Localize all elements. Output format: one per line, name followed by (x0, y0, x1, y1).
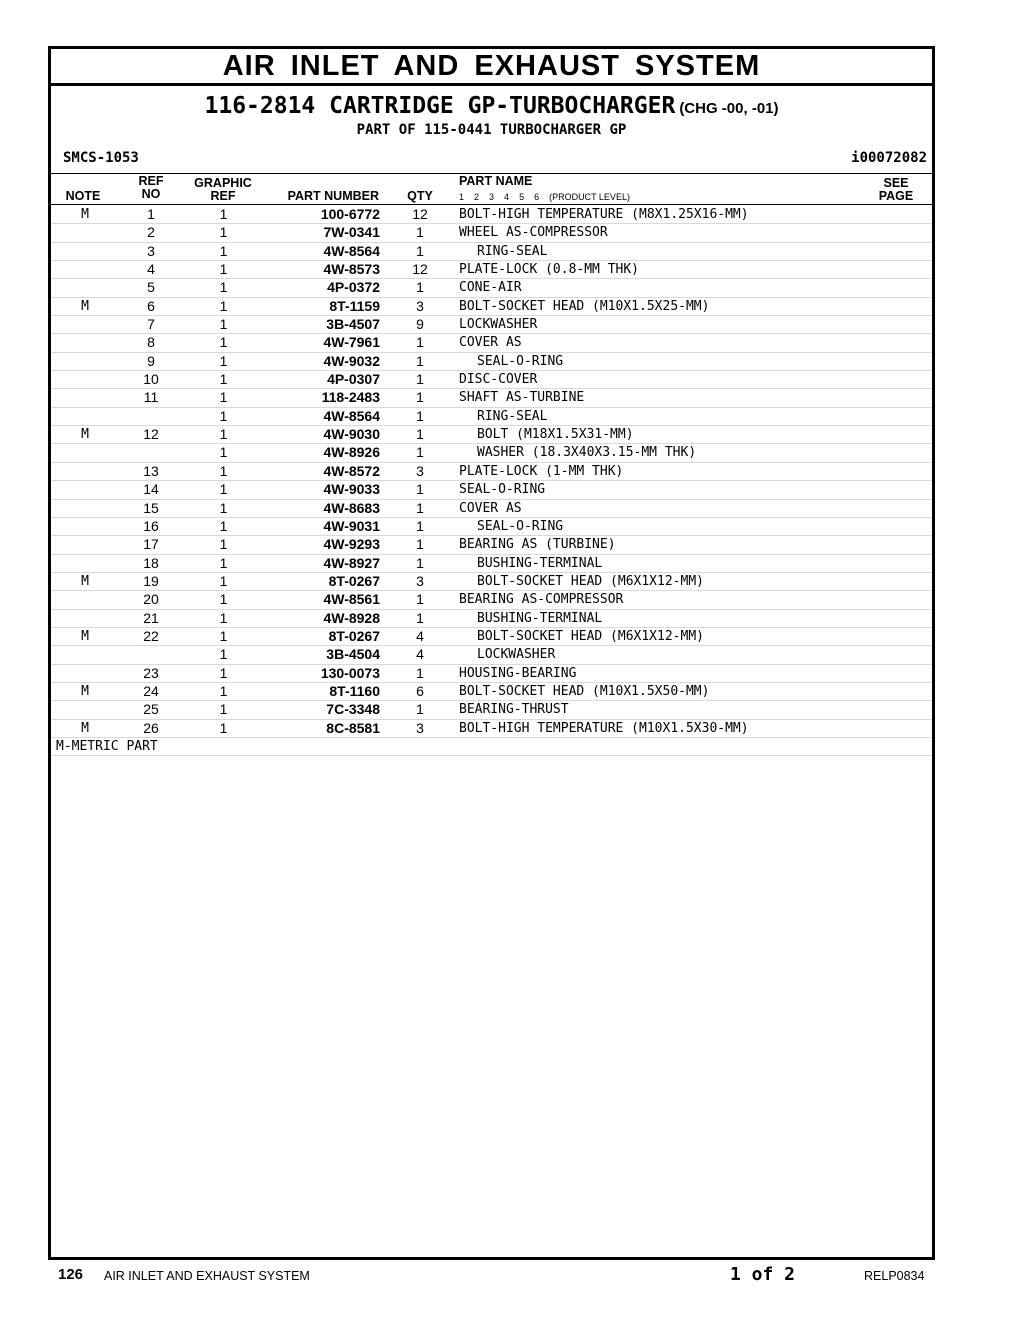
cell-note: M (81, 298, 89, 314)
cell-graphic-ref: 1 (219, 352, 228, 369)
footer-section: AIR INLET AND EXHAUST SYSTEM (104, 1269, 310, 1283)
cell-graphic-ref: 1 (219, 627, 228, 644)
cell-part-number: 4W-8564 (323, 407, 380, 424)
cell-ref-no: 6 (147, 297, 155, 314)
cell-qty: 1 (416, 554, 424, 571)
cell-ref-no: 25 (143, 701, 159, 718)
footer-page-number: 126 (58, 1266, 84, 1283)
table-row (51, 665, 932, 683)
cell-qty: 4 (416, 646, 424, 663)
col-graphic-ref (189, 177, 257, 203)
cell-part-name: RING-SEAL (477, 243, 548, 259)
cell-qty: 3 (416, 719, 424, 736)
cell-part-name: LOCKWASHER (459, 317, 538, 333)
table-row (51, 646, 932, 664)
cell-part-number: 4W-8926 (323, 444, 380, 461)
cell-graphic-ref: 1 (219, 554, 228, 571)
cell-part-number: 130-0073 (320, 664, 380, 681)
cell-part-name: BEARING-THRUST (459, 702, 569, 718)
table-row (51, 518, 932, 536)
cell-graphic-ref: 1 (219, 316, 228, 333)
cell-part-name: SEAL-O-RING (459, 482, 546, 498)
footer-code: RELP0834 (864, 1269, 925, 1283)
cell-qty: 1 (416, 481, 424, 498)
cell-note: M (81, 207, 89, 222)
parent-group: PART OF 115-0441 TURBOCHARGER GP (356, 122, 627, 138)
cell-graphic-ref: 1 (219, 572, 228, 589)
cell-part-number: 8T-1159 (329, 297, 380, 314)
cell-part-name: BOLT-SOCKET HEAD (M6X1X12-MM) (477, 573, 704, 589)
cell-graphic-ref: 1 (219, 499, 228, 516)
cell-part-number: 100-6772 (320, 206, 380, 222)
cell-qty: 1 (416, 279, 424, 296)
table-row (51, 683, 932, 701)
cell-part-name: BUSHING-TERMINAL (477, 610, 603, 626)
cell-part-number: 4P-0372 (327, 279, 380, 296)
cell-qty: 1 (416, 242, 424, 259)
table-row (51, 720, 932, 738)
table-row (51, 500, 932, 518)
table-row (51, 555, 932, 573)
table-row (51, 591, 932, 609)
cell-qty: 1 (416, 224, 424, 241)
col-see-page (876, 177, 916, 203)
cell-note: M (81, 573, 89, 589)
product-level-4: 4 (504, 192, 510, 202)
product-level-3: 3 (489, 192, 495, 202)
cell-part-number: 8C-8581 (326, 719, 380, 736)
cell-ref-no: 17 (143, 536, 159, 553)
cell-part-number: 8T-0267 (328, 627, 380, 644)
cell-graphic-ref: 1 (219, 389, 228, 406)
cell-ref-no: 23 (143, 664, 159, 681)
table-row (51, 316, 932, 334)
illustration-id: i00072082 (851, 150, 927, 166)
cell-qty: 1 (416, 517, 424, 534)
cell-part-name: CONE-AIR (459, 280, 522, 296)
cell-part-name: BOLT-HIGH TEMPERATURE (M10X1.5X30-MM) (459, 720, 749, 736)
cell-ref-no: 14 (143, 481, 159, 498)
cell-graphic-ref: 1 (219, 224, 228, 241)
cell-qty: 1 (416, 334, 424, 351)
col-part-number: PART NUMBER (287, 189, 379, 203)
cell-graphic-ref: 1 (219, 462, 228, 479)
group-heading (51, 93, 932, 119)
col-see-top: SEE (883, 176, 909, 190)
table-row (51, 701, 932, 719)
cell-part-name: SEAL-O-RING (477, 518, 564, 534)
footer-page-of: 1 of 2 (730, 1264, 796, 1285)
cell-part-number: 7W-0341 (323, 224, 380, 241)
cell-graphic-ref: 1 (219, 591, 228, 608)
cell-graphic-ref: 1 (219, 481, 228, 498)
cell-graphic-ref: 1 (219, 371, 228, 388)
cell-graphic-ref: 1 (219, 664, 228, 681)
table-row (51, 463, 932, 481)
table-row (51, 408, 932, 426)
cell-part-number: 4W-8928 (323, 609, 380, 626)
col-part-name: PART NAME (459, 174, 533, 188)
cell-part-number: 4W-7961 (323, 334, 380, 351)
cell-ref-no: 5 (147, 279, 155, 296)
table-row (51, 298, 932, 316)
change-level: (CHG -00, -01) (679, 100, 779, 117)
cell-qty: 1 (416, 701, 424, 718)
table-row (51, 481, 932, 499)
cell-part-number: 118-2483 (321, 389, 380, 406)
cell-part-name: SEAL-O-RING (477, 353, 564, 369)
col-qty: QTY (407, 189, 433, 203)
cell-graphic-ref: 1 (219, 242, 228, 259)
cell-ref-no: 20 (143, 591, 159, 608)
cell-part-name: BOLT (M18X1.5X31-MM) (477, 427, 634, 443)
cell-ref-no: 9 (147, 352, 155, 369)
cell-part-name: BOLT-SOCKET HEAD (M10X1.5X50-MM) (459, 683, 710, 699)
cell-ref-no: 13 (143, 462, 159, 479)
cell-part-name: PLATE-LOCK (1-MM THK) (459, 463, 624, 479)
cell-qty: 4 (416, 627, 424, 644)
cell-graphic-ref: 1 (219, 407, 228, 424)
cell-qty: 12 (412, 206, 428, 222)
cell-graphic-ref: 1 (219, 426, 228, 443)
cell-ref-no: 21 (143, 609, 159, 626)
cell-qty: 1 (416, 371, 424, 388)
product-level-scale (459, 192, 630, 202)
table-row (51, 224, 932, 242)
cell-part-name: BEARING AS (TURBINE) (459, 537, 616, 553)
cell-graphic-ref: 1 (219, 682, 228, 699)
product-level-5: 5 (519, 192, 525, 202)
parts-table-body (51, 206, 932, 756)
col-note: NOTE (65, 189, 101, 203)
cell-graphic-ref: 1 (219, 517, 228, 534)
smcs-code: SMCS-1053 (63, 150, 139, 166)
cell-ref-no: 16 (143, 517, 159, 534)
cell-qty: 3 (416, 462, 424, 479)
table-row (51, 628, 932, 646)
cell-part-number: 7C-3348 (326, 701, 380, 718)
cell-qty: 3 (416, 297, 424, 314)
cell-ref-no: 15 (143, 499, 159, 516)
cell-part-name: COVER AS (459, 335, 522, 351)
cell-part-number: 8T-0267 (328, 572, 380, 589)
cell-graphic-ref: 1 (219, 444, 228, 461)
cell-qty: 1 (416, 389, 424, 406)
table-row (51, 279, 932, 297)
cell-qty: 1 (416, 609, 424, 626)
cell-part-name: COVER AS (459, 500, 522, 516)
cell-qty: 1 (416, 352, 424, 369)
cell-qty: 1 (416, 426, 424, 443)
cell-part-number: 3B-4504 (326, 646, 380, 663)
cell-part-name: BEARING AS-COMPRESSOR (459, 592, 624, 608)
cell-ref-no: 11 (143, 389, 159, 406)
cell-ref-no: 22 (143, 627, 159, 644)
cell-note: M (81, 720, 89, 736)
header-rule-bottom (51, 204, 932, 205)
cell-part-name: DISC-COVER (459, 372, 538, 388)
page-footer (0, 1264, 1020, 1288)
cell-ref-no: 1 (147, 206, 155, 222)
table-row (51, 261, 932, 279)
cell-ref-no: 12 (143, 426, 159, 443)
cell-ref-no: 4 (147, 261, 155, 278)
table-row (51, 353, 932, 371)
product-level-1: 1 (459, 192, 465, 202)
cell-ref-no: 26 (143, 719, 159, 736)
cell-part-number: 4W-8683 (323, 499, 380, 516)
table-row (51, 536, 932, 554)
cell-part-name: HOUSING-BEARING (459, 665, 577, 681)
table-row (51, 426, 932, 444)
title-bar (51, 49, 932, 86)
cell-ref-no: 2 (147, 224, 155, 241)
cell-part-number: 4W-8927 (323, 554, 380, 571)
cell-part-number: 4W-8561 (323, 591, 380, 608)
cell-qty: 1 (416, 407, 424, 424)
col-ref-top: REF (138, 174, 164, 188)
cell-part-number: 4W-9031 (323, 517, 380, 534)
cell-graphic-ref: 1 (219, 279, 228, 296)
product-level-6: 6 (534, 192, 540, 202)
cell-qty: 6 (416, 682, 424, 699)
metric-footnote: M-METRIC PART (51, 738, 932, 756)
cell-note: M (81, 427, 89, 443)
table-row (51, 206, 932, 224)
cell-part-name: BUSHING-TERMINAL (477, 555, 603, 571)
cell-part-name: BOLT-SOCKET HEAD (M6X1X12-MM) (477, 628, 704, 644)
cell-part-name: WASHER (18.3X40X3.15-MM THK) (477, 445, 697, 461)
cell-part-number: 4W-8573 (323, 261, 380, 278)
table-row (51, 573, 932, 591)
table-row (51, 243, 932, 261)
cell-part-name: WHEEL AS-COMPRESSOR (459, 225, 608, 241)
cell-graphic-ref: 1 (219, 261, 228, 278)
cell-qty: 1 (416, 444, 424, 461)
cell-ref-no: 7 (147, 316, 155, 333)
page-title: AIR INLET AND EXHAUST SYSTEM (222, 50, 761, 82)
cell-part-number: 3B-4507 (326, 316, 380, 333)
table-row (51, 389, 932, 407)
product-level-2: 2 (474, 192, 480, 202)
cell-ref-no: 10 (143, 371, 159, 388)
cell-part-number: 4P-0307 (327, 371, 380, 388)
col-graphic-top: GRAPHIC (194, 176, 252, 190)
cell-part-name: BOLT-SOCKET HEAD (M10X1.5X25-MM) (459, 298, 710, 314)
cell-graphic-ref: 1 (219, 646, 228, 663)
cell-part-number: 8T-1160 (329, 682, 380, 699)
col-ref-bottom: NO (141, 187, 161, 201)
cell-part-number: 4W-9032 (323, 352, 380, 369)
cell-part-name: RING-SEAL (477, 408, 548, 424)
parts-page-frame (48, 46, 935, 1260)
table-row (51, 444, 932, 462)
cell-part-name: BOLT-HIGH TEMPERATURE (M8X1.25X16-MM) (459, 207, 749, 222)
cell-ref-no: 24 (143, 682, 159, 699)
table-row (51, 610, 932, 628)
cell-part-number: 4W-9293 (323, 536, 380, 553)
cell-graphic-ref: 1 (219, 334, 228, 351)
cell-part-name: LOCKWASHER (477, 647, 556, 663)
product-level-label: (PRODUCT LEVEL) (549, 192, 630, 202)
cell-note: M (81, 683, 89, 699)
cell-part-name: SHAFT AS-TURBINE (459, 390, 585, 406)
cell-ref-no: 18 (143, 554, 159, 571)
cell-qty: 1 (416, 664, 424, 681)
cell-part-number: 4W-8564 (323, 242, 380, 259)
cell-qty: 3 (416, 572, 424, 589)
cell-part-number: 4W-9030 (323, 426, 380, 443)
cell-ref-no: 19 (143, 572, 159, 589)
table-row (51, 334, 932, 352)
cell-qty: 12 (412, 261, 428, 278)
cell-graphic-ref: 1 (219, 536, 228, 553)
col-see-bottom: PAGE (878, 189, 914, 203)
cell-graphic-ref: 1 (219, 701, 228, 718)
cell-qty: 1 (416, 536, 424, 553)
cell-qty: 1 (416, 499, 424, 516)
cell-qty: 1 (416, 591, 424, 608)
cell-graphic-ref: 1 (219, 719, 228, 736)
cell-part-number: 4W-8572 (323, 462, 380, 479)
cell-ref-no: 3 (147, 242, 155, 259)
cell-ref-no: 8 (147, 334, 155, 351)
table-row (51, 371, 932, 389)
cell-part-name: PLATE-LOCK (0.8-MM THK) (459, 262, 640, 278)
group-part-title: 116-2814 CARTRIDGE GP-TURBOCHARGER (204, 93, 676, 119)
cell-note: M (81, 628, 89, 644)
col-ref (136, 175, 166, 201)
cell-qty: 9 (416, 316, 424, 333)
cell-graphic-ref: 1 (219, 206, 228, 222)
cell-graphic-ref: 1 (219, 609, 228, 626)
cell-graphic-ref: 1 (219, 297, 228, 314)
col-graphic-bottom: REF (210, 189, 236, 203)
cell-part-number: 4W-9033 (323, 481, 380, 498)
